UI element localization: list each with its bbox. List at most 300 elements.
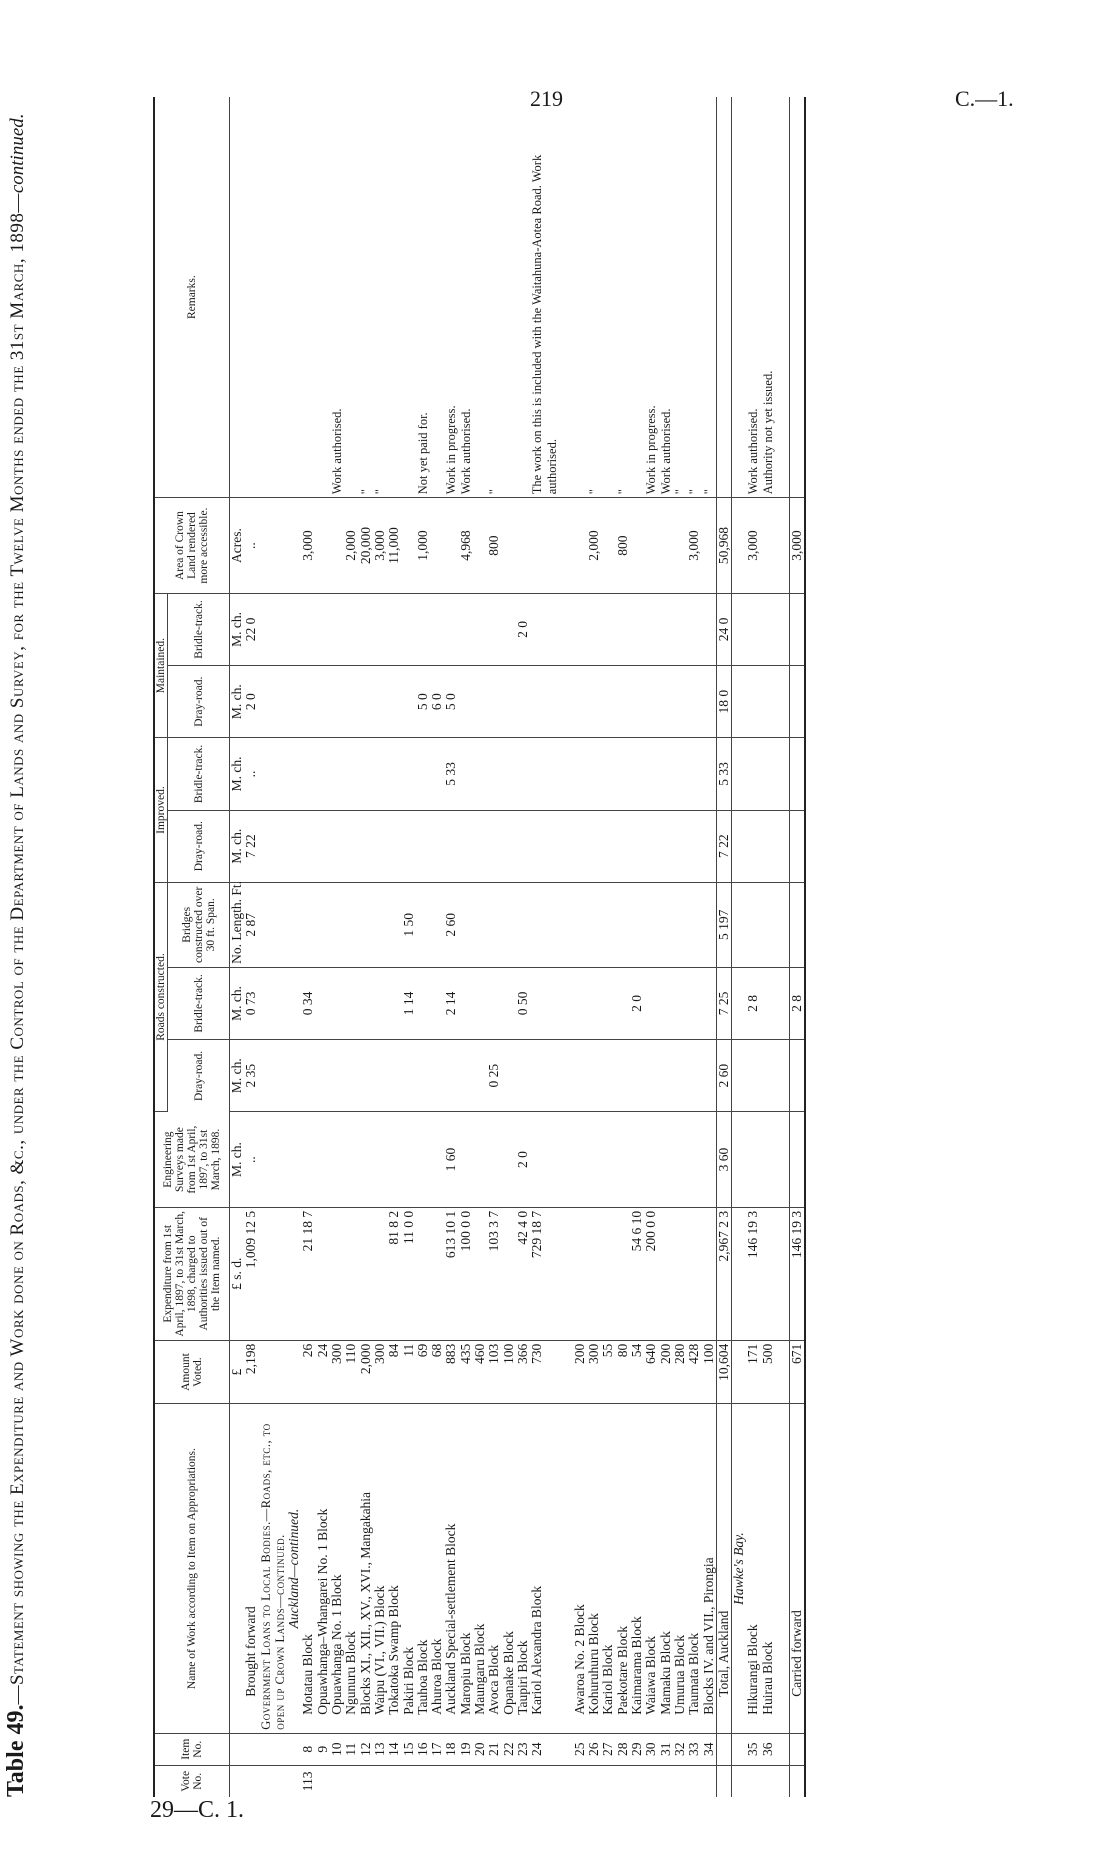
mnt-bridle-cell: [702, 593, 717, 665]
imp-bridle-cell: [301, 738, 315, 810]
remarks-cell: ": [702, 97, 717, 498]
exp-cell: [359, 1207, 373, 1340]
bridges-cell: [502, 882, 516, 967]
mnt-dray-cell: [746, 666, 760, 738]
surveys-cell: [659, 1112, 673, 1208]
exp-cell: [573, 1207, 587, 1340]
exp-cell: 100 0 0: [459, 1207, 473, 1340]
item-no-cell: 32: [673, 1733, 687, 1765]
area-cell: [761, 498, 775, 594]
blank-cell: [732, 97, 747, 498]
roads-dray-cell: [616, 1040, 630, 1112]
mnt-bridle-cell: [444, 593, 458, 665]
work-name-cell: Motatau Block: [301, 1404, 315, 1733]
item-no-cell: 19: [459, 1733, 473, 1765]
mnt-dray-cell: [587, 666, 601, 738]
units-row: [230, 97, 245, 1797]
mnt-dray-cell: [687, 666, 701, 738]
vote-no-cell: [573, 1765, 587, 1797]
imp-dray-cell: [373, 810, 387, 882]
exp-cell: 146 19 3: [746, 1207, 760, 1340]
surveys-cell: [373, 1112, 387, 1208]
roads-bridle-cell: [459, 967, 473, 1039]
mnt-dray-cell: [659, 666, 673, 738]
spacer-cell: [775, 738, 790, 810]
bf-mnt-bridle: 22 0: [244, 593, 258, 665]
header-area: Area of Crown Land rendered more accessible.: [154, 498, 230, 594]
bridges-cell: [573, 882, 587, 967]
roads-bridle-cell: [659, 967, 673, 1039]
amount-cell: 200: [659, 1340, 673, 1404]
exp-cell: [587, 1207, 601, 1340]
remarks-cell: Work authorised.: [459, 97, 473, 498]
amount-cell: 435: [459, 1340, 473, 1404]
vote-no-cell: [516, 1765, 530, 1797]
remarks-cell: Work authorised.: [330, 97, 344, 498]
remarks-cell: [402, 97, 416, 498]
vote-no-cell: [702, 1765, 717, 1797]
roads-bridle-cell: [416, 967, 430, 1039]
item-no-cell: 14: [387, 1733, 401, 1765]
imp-dray-cell: [702, 810, 717, 882]
blank-cell: [732, 738, 747, 810]
item-no-cell: 23: [516, 1733, 530, 1765]
header-expenditure: Expenditure from 1st April, 1897, to 31st March, 1898, charged to Authorities issued out of the Item named.: [154, 1207, 230, 1340]
bridges-cell: [459, 882, 473, 967]
mnt-dray-cell: [616, 666, 630, 738]
roads-dray-cell: [687, 1040, 701, 1112]
work-name-cell: Maropiu Block: [459, 1404, 473, 1733]
roads-bridle-cell: [702, 967, 717, 1039]
remarks-cell: ": [373, 97, 387, 498]
amount-cell: 110: [344, 1340, 358, 1404]
imp-dray-cell: [430, 810, 444, 882]
bridges-cell: [301, 882, 315, 967]
bridges-cell: [644, 882, 658, 967]
exp-cell: [616, 1207, 630, 1340]
bridges-cell: [746, 882, 760, 967]
exp-cell: [344, 1207, 358, 1340]
mnt-bridle-cell: [402, 593, 416, 665]
mnt-bridle-cell: [359, 593, 373, 665]
work-name-cell: Taumata Block: [687, 1404, 701, 1733]
imp-bridle-cell: [587, 738, 601, 810]
table-row: [659, 97, 673, 1797]
bridges-cell: [516, 882, 530, 967]
amount-cell: 100: [502, 1340, 516, 1404]
roads-dray-cell: [444, 1040, 458, 1112]
table-number: Table 49.: [3, 1704, 29, 1797]
blank-cell: [732, 498, 747, 594]
table-body: [230, 97, 806, 1797]
roads-dray-cell: [702, 1040, 717, 1112]
imp-bridle-cell: [702, 738, 717, 810]
bridges-cell: [359, 882, 373, 967]
roads-bridle-cell: 2 8: [746, 967, 760, 1039]
work-name-cell: Kaimarama Block: [630, 1404, 644, 1733]
remarks-cell: [301, 97, 315, 498]
bridges-cell: [687, 882, 701, 967]
header-vote-no: Vote No.: [154, 1765, 230, 1797]
total-imp-bridle: 5 33: [716, 738, 731, 810]
spacer-cell: [559, 967, 573, 1039]
bridges-cell: [616, 882, 630, 967]
imp-bridle-cell: [516, 738, 530, 810]
bridges-cell: [473, 882, 487, 967]
table-row: [316, 97, 330, 1797]
amount-cell: 55: [601, 1340, 615, 1404]
remarks-cell: [473, 97, 487, 498]
area-cell: [402, 498, 416, 594]
header-surveys: Engineering Surveys made from 1st April, 1897, to 31st March, 1898.: [154, 1112, 230, 1208]
imp-bridle-cell: [502, 738, 516, 810]
expenditure-table: [153, 97, 806, 1797]
vote-no-cell: [416, 1765, 430, 1797]
bf-bridges: 2 87: [244, 882, 258, 967]
work-name-cell: Waiawa Block: [644, 1404, 658, 1733]
table-row: [359, 97, 373, 1797]
mnt-bridle-cell: [330, 593, 344, 665]
bf-roads-bridle: 0 73: [244, 967, 258, 1039]
roads-bridle-cell: [330, 967, 344, 1039]
area-cell: [644, 498, 658, 594]
area-cell: [530, 498, 559, 594]
area-cell: [473, 498, 487, 594]
roads-dray-cell: [587, 1040, 601, 1112]
roads-dray-cell: [502, 1040, 516, 1112]
exp-cell: [416, 1207, 430, 1340]
imp-bridle-cell: [330, 738, 344, 810]
imp-bridle-cell: [359, 738, 373, 810]
imp-dray-cell: [330, 810, 344, 882]
bridges-cell: [316, 882, 330, 967]
surveys-cell: [630, 1112, 644, 1208]
hawkes-bay-heading: Hawke's Bay.: [732, 1404, 747, 1733]
imp-dray-cell: [630, 810, 644, 882]
total-surveys: 3 60: [716, 1112, 731, 1208]
header-item-no: Item No.: [154, 1733, 230, 1765]
area-cell: [630, 498, 644, 594]
spacer-cell: [559, 882, 573, 967]
work-name-cell: Huirau Block: [761, 1404, 775, 1733]
work-name-cell: Paekotare Block: [616, 1404, 630, 1733]
remarks-cell: ": [673, 97, 687, 498]
roads-bridle-cell: [387, 967, 401, 1039]
bridges-cell: 1 50: [402, 882, 416, 967]
amount-cell: 2,000: [359, 1340, 373, 1404]
table-caption: [3, 97, 31, 1797]
roads-dray-cell: [673, 1040, 687, 1112]
spacer-cell: [775, 1765, 790, 1797]
mnt-dray-cell: [402, 666, 416, 738]
surveys-cell: [459, 1112, 473, 1208]
work-name-cell: Kariol Alexandra Block: [530, 1404, 559, 1733]
exp-cell: [430, 1207, 444, 1340]
table-row: [473, 97, 487, 1797]
roads-dray-cell: [301, 1040, 315, 1112]
spacer-cell: [775, 1340, 790, 1404]
item-no-cell: 28: [616, 1733, 630, 1765]
mnt-dray-cell: [359, 666, 373, 738]
mnt-dray-cell: [573, 666, 587, 738]
amount-cell: 428: [687, 1340, 701, 1404]
total-auckland-row: [716, 97, 731, 1797]
item-no-cell: 26: [587, 1733, 601, 1765]
surveys-cell: [487, 1112, 501, 1208]
cf-mnt-bridle: [789, 593, 805, 665]
mnt-dray-cell: [673, 666, 687, 738]
vote-no-cell: [387, 1765, 401, 1797]
imp-dray-cell: [387, 810, 401, 882]
surveys-cell: [687, 1112, 701, 1208]
vote-no-cell: [601, 1765, 615, 1797]
roads-bridle-cell: 0 50: [516, 967, 530, 1039]
roads-bridle-cell: [761, 967, 775, 1039]
table-row: [687, 97, 701, 1797]
total-label: Total, Auckland: [716, 1404, 731, 1733]
unit-surveys: M. ch.: [230, 1112, 245, 1208]
unit-bridges: No. Length. Ft.: [230, 882, 245, 967]
imp-bridle-cell: [601, 738, 615, 810]
cf-amount: 671: [789, 1340, 805, 1404]
surveys-cell: [644, 1112, 658, 1208]
imp-bridle-cell: [630, 738, 644, 810]
imp-bridle-cell: [659, 738, 673, 810]
item-no-cell: 24: [530, 1733, 559, 1765]
unit-exp: £ s. d.: [230, 1207, 245, 1340]
area-cell: 3,000: [687, 498, 701, 594]
vote-no-cell: 113: [300, 1771, 316, 1792]
table-row: [459, 97, 473, 1797]
header-maintained: Maintained.: [154, 593, 168, 737]
blank-cell: [716, 97, 731, 498]
surveys-cell: [316, 1112, 330, 1208]
mnt-bridle-cell: 2 0: [516, 593, 530, 665]
amount-cell: 280: [673, 1340, 687, 1404]
mnt-dray-cell: [601, 666, 615, 738]
roads-bridle-cell: [601, 967, 615, 1039]
table-row: [601, 97, 615, 1797]
bridges-cell: [373, 882, 387, 967]
roads-bridle-cell: 2 14: [444, 967, 458, 1039]
imp-bridle-cell: [473, 738, 487, 810]
remarks-cell: ": [687, 97, 701, 498]
area-cell: [316, 498, 330, 594]
mnt-dray-cell: [387, 666, 401, 738]
imp-bridle-cell: [644, 738, 658, 810]
cf-imp-bridle: [789, 738, 805, 810]
mnt-bridle-cell: [316, 593, 330, 665]
header-improved-bridle: Bridle-track.: [168, 738, 230, 810]
item-no-cell: 8: [301, 1733, 315, 1765]
item-no-cell: 18: [444, 1733, 458, 1765]
work-name-cell: Kohuruhuru Block: [587, 1404, 601, 1733]
unit-amount: £: [230, 1340, 245, 1404]
mnt-bridle-cell: [459, 593, 473, 665]
mnt-dray-cell: [516, 666, 530, 738]
item-no-cell: 13: [373, 1733, 387, 1765]
caption-suffix: continued.: [7, 113, 28, 194]
table-row: [573, 97, 587, 1797]
remarks-cell: Authority not yet issued.: [761, 97, 775, 498]
work-name-cell: Tauhoa Block: [416, 1404, 430, 1733]
area-cell: 4,968: [459, 498, 473, 594]
caption-text: —Statement showing the Expenditure and Work done on Roads, &c., under the Control of the Department of Lands and Survey, for the Twelve Months ended the 31st March, 1898—: [7, 193, 28, 1705]
item-no-cell: 27: [601, 1733, 615, 1765]
imp-bridle-cell: [673, 738, 687, 810]
item-no-cell: 10: [330, 1733, 344, 1765]
roads-dray-cell: [416, 1040, 430, 1112]
spacer-cell: [775, 97, 790, 498]
mnt-dray-cell: [702, 666, 717, 738]
bridges-cell: 2 60: [444, 882, 458, 967]
mnt-dray-cell: [761, 666, 775, 738]
remarks-cell: The work on this is included with the Waitahuna-Aotea Road. Work authorised.: [530, 97, 559, 498]
unit-mnt-dray: M. ch.: [230, 666, 245, 738]
header-roads-constructed: Roads constructed.: [154, 882, 168, 1111]
blank-cell: [732, 882, 747, 967]
table-row: [487, 97, 501, 1797]
mnt-dray-cell: [344, 666, 358, 738]
item-no-cell: 35: [746, 1733, 760, 1765]
amount-cell: 69: [416, 1340, 430, 1404]
imp-dray-cell: [416, 810, 430, 882]
mnt-bridle-cell: [616, 593, 630, 665]
item-no-cell: 33: [687, 1733, 701, 1765]
remarks-cell: ": [587, 97, 601, 498]
vote-no-cell: [502, 1765, 516, 1797]
mnt-bridle-cell: [473, 593, 487, 665]
bf-amount: 2,198: [244, 1340, 258, 1404]
header-bridges: Bridges constructed over 30 ft. Span.: [168, 882, 230, 967]
bridges-cell: [630, 882, 644, 967]
subsection-row: [287, 97, 301, 1797]
spacer-cell: [775, 810, 790, 882]
bridges-cell: [330, 882, 344, 967]
unit-imp-dray: M. ch.: [230, 810, 245, 882]
mnt-bridle-cell: [644, 593, 658, 665]
bf-imp-dray: 7 22: [244, 810, 258, 882]
work-name-cell: Tokatoka Swamp Block: [387, 1404, 401, 1733]
bf-roads-dray: 2 35: [244, 1040, 258, 1112]
mnt-bridle-cell: [573, 593, 587, 665]
mnt-bridle-cell: [387, 593, 401, 665]
exp-cell: [373, 1207, 387, 1340]
work-name-cell: Waipu (VI., VII.) Block: [373, 1404, 387, 1733]
mnt-bridle-cell: [430, 593, 444, 665]
item-no-cell: 17: [430, 1733, 444, 1765]
total-mnt-dray: 18 0: [716, 666, 731, 738]
mnt-dray-cell: [373, 666, 387, 738]
total-roads-dray: 2 60: [716, 1040, 731, 1112]
amount-cell: 171: [746, 1340, 760, 1404]
mnt-bridle-cell: [373, 593, 387, 665]
surveys-cell: [344, 1112, 358, 1208]
vote-no-cell: [761, 1765, 775, 1797]
imp-bridle-cell: [387, 738, 401, 810]
work-name-cell: Maungaru Block: [473, 1404, 487, 1733]
vote-no-cell: [616, 1765, 630, 1797]
area-cell: 11,000: [387, 498, 401, 594]
spacer-cell: [559, 810, 573, 882]
exp-cell: 21 18 7: [301, 1207, 315, 1340]
mnt-dray-cell: 5 0: [416, 666, 430, 738]
bf-imp-bridle: ..: [244, 738, 258, 810]
mnt-dray-cell: [473, 666, 487, 738]
spacer-cell: [559, 97, 573, 498]
mnt-bridle-cell: [530, 593, 559, 665]
mnt-dray-cell: [459, 666, 473, 738]
surveys-cell: [473, 1112, 487, 1208]
imp-dray-cell: [516, 810, 530, 882]
vote-no-cell: [644, 1765, 658, 1797]
imp-dray-cell: [659, 810, 673, 882]
roads-dray-cell: [459, 1040, 473, 1112]
table-row: [644, 97, 658, 1797]
roads-bridle-cell: [430, 967, 444, 1039]
remarks-cell: Work authorised.: [746, 97, 760, 498]
bf-area: ..: [244, 498, 258, 594]
blank-cell: [789, 1733, 805, 1765]
spacer-row: [775, 97, 790, 1797]
vote-no-cell: [587, 1765, 601, 1797]
spacer-cell: [775, 498, 790, 594]
cf-mnt-dray: [789, 666, 805, 738]
bridges-cell: [601, 882, 615, 967]
amount-cell: 80: [616, 1340, 630, 1404]
imp-bridle-cell: [573, 738, 587, 810]
roads-dray-cell: 0 25: [487, 1040, 501, 1112]
vote-no-cell: [530, 1765, 559, 1797]
cf-imp-dray: [789, 810, 805, 882]
surveys-cell: [502, 1112, 516, 1208]
remarks-cell: [502, 97, 516, 498]
header-roads-bridle: Bridle-track.: [168, 967, 230, 1039]
spacer-cell: [775, 593, 790, 665]
bridges-cell: [659, 882, 673, 967]
item-no-cell: 30: [644, 1733, 658, 1765]
work-name-cell: Hikurangi Block: [746, 1404, 760, 1733]
remarks-cell: ": [487, 97, 501, 498]
imp-dray-cell: [687, 810, 701, 882]
vote-no-cell: [402, 1765, 416, 1797]
item-no-cell: 22: [502, 1733, 516, 1765]
surveys-cell: [601, 1112, 615, 1208]
item-no-cell: 21: [487, 1733, 501, 1765]
subsection-heading: Auckland—continued.: [287, 1404, 301, 1733]
surveys-cell: [587, 1112, 601, 1208]
work-name-cell: Opuawhanga–Whangarei No. 1 Block: [316, 1404, 330, 1733]
roads-dray-cell: [402, 1040, 416, 1112]
header-name: Name of Work according to Item on Appropriations.: [154, 1404, 230, 1733]
unit-roads-bridle: M. ch.: [230, 967, 245, 1039]
surveys-cell: [673, 1112, 687, 1208]
surveys-cell: [616, 1112, 630, 1208]
amount-cell: 300: [330, 1340, 344, 1404]
table-row: [387, 97, 401, 1797]
header-improved: Improved.: [154, 738, 168, 882]
page-number: 219: [530, 86, 563, 111]
area-cell: [673, 498, 687, 594]
imp-dray-cell: [761, 810, 775, 882]
amount-cell: 730: [530, 1340, 559, 1404]
amount-cell: 460: [473, 1340, 487, 1404]
item-no-cell: 16: [416, 1733, 430, 1765]
spacer-cell: [559, 666, 573, 738]
spacer-cell: [559, 1765, 573, 1797]
table-row: [587, 97, 601, 1797]
spacer-row: [559, 97, 573, 1797]
